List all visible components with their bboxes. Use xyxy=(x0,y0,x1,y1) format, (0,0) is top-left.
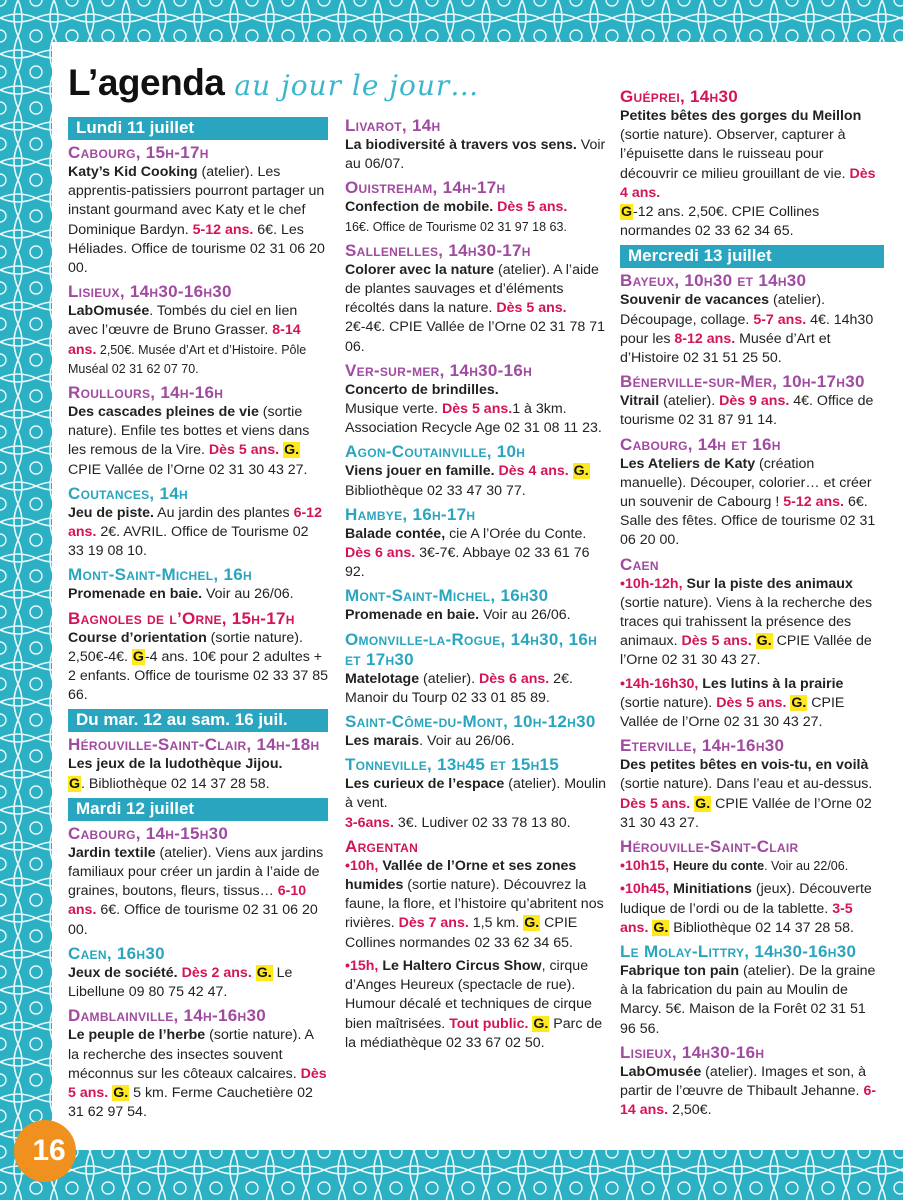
free-badge: G. xyxy=(653,919,669,936)
event-location: Hérouville-Saint-Clair, 14h-18h xyxy=(68,735,320,755)
event-text: 4€. 14h30 pour les xyxy=(620,311,874,347)
age-badge: 8-12 ans. xyxy=(674,330,736,347)
event-location: Roullours, 14h-16h xyxy=(68,383,224,403)
event-text: Voir au 06/07. xyxy=(345,137,606,173)
event-text: . Voir au 22/06. xyxy=(764,859,849,874)
event-text: 16€. Office de Tourisme 02 31 97 18 63. xyxy=(345,219,567,234)
event-text: 3€. Ludiver 02 33 78 13 80. xyxy=(393,814,571,831)
age-badge: 6-14 ans. xyxy=(620,1082,877,1119)
event-text: Musée d’Art et d’Histoire 02 31 51 25 50. xyxy=(620,330,831,367)
event-entry xyxy=(345,178,607,236)
event-activity: Les lutins à la prairie xyxy=(702,675,844,692)
event-text: . Tombés du ciel en lien avec l’œuvre de Bruno Grasser. xyxy=(68,303,298,339)
age-badge: Dès 5 ans. xyxy=(496,300,567,317)
event-location: Cabourg, 15h-17h xyxy=(68,143,209,162)
event-text: 6€. Office de tourisme 02 31 06 20 00. xyxy=(68,902,318,938)
age-badge: Dès 6 ans. xyxy=(345,545,416,562)
event-activity: Minitiations xyxy=(673,881,752,898)
age-badge: 8-14 ans. xyxy=(68,322,301,358)
event-activity: Souvenir de vacances xyxy=(620,292,770,309)
event-entry xyxy=(345,957,607,1053)
event-text: CPIE Vallée de l’Orne 02 31 30 43 27. xyxy=(68,461,308,478)
age-badge: Dès 5 ans. xyxy=(620,795,691,812)
event-text: (atelier). De la graine à la fabrication du pain au Moulin de Marcy. 5€. Maison de la Forêt 02 31 51 96 56. xyxy=(620,962,876,1037)
age-badge: 6-12 ans. xyxy=(68,504,322,541)
event-activity: Balade contée, xyxy=(345,525,446,542)
event-location: Agon-Coutainville, 10h xyxy=(345,442,526,462)
event-entry xyxy=(68,735,328,793)
event-location: Saint-Côme-du-Mont, 10h-12h30 xyxy=(345,712,596,732)
event-entry xyxy=(620,271,884,368)
event-location: Argentan xyxy=(345,836,419,856)
event-text: (atelier). Viens aux jardins familiaux pour créer un jardin à l’aide de graines, boutons, fleurs, tissus… xyxy=(68,844,324,900)
event-activity: Jeux de société. xyxy=(68,964,178,981)
event-text: 3€-7€. Abbaye 02 33 61 76 92. xyxy=(345,545,590,581)
event-activity: Katy’s Kid Cooking xyxy=(68,164,198,180)
age-badge: Dès 5 ans. xyxy=(497,199,568,216)
event-location: Ouistreham, 14h-17h xyxy=(345,178,506,198)
free-badge: G xyxy=(132,648,144,665)
event-entry xyxy=(345,361,607,439)
event-text: 1 à 3km. Association Recycle Age 02 31 08 11 23. xyxy=(345,401,602,437)
column-2 xyxy=(345,116,607,1057)
event-text: (atelier). Moulin à vent. xyxy=(345,776,607,812)
event-location: Coutances, 14h xyxy=(68,483,188,503)
event-text: (atelier). Les apprentis-patissiers pourront partager un instant gourmand avec Katy et le chef Dominique Bardyn. xyxy=(68,164,325,238)
free-badge: G xyxy=(621,204,633,221)
free-badge: G. xyxy=(573,463,589,480)
event-text: (atelier). A l’aide de plantes sauvages et d’éléments récoltés dans la nature. xyxy=(345,261,599,317)
event-activity: Course d’orientation xyxy=(68,629,207,646)
age-badge: 6-10 ans. xyxy=(68,883,307,919)
event-location: Mont-Saint-Michel, 16h xyxy=(68,565,252,585)
event-location: Lisieux, 14h30-16h30 xyxy=(68,282,232,302)
event-location: Cabourg, 14h-15h30 xyxy=(68,823,229,843)
event-entry xyxy=(620,880,884,938)
event-text: Parc de la médiathèque 02 33 67 02 50. xyxy=(345,1015,603,1051)
event-entry xyxy=(345,857,607,953)
age-badge: 5-12 ans. xyxy=(192,221,254,238)
event-location: Lisieux, 14h30-16h xyxy=(620,1042,765,1062)
free-badge: G. xyxy=(695,795,711,812)
event-text: (sortie nature). A la recherche des insectes souvent méconnus sur les côteaux calcaires. xyxy=(68,1027,314,1082)
event-location: Guéprei, 14h30 xyxy=(620,87,739,106)
event-text: Voir au 26/06. xyxy=(202,586,294,603)
event-text: (atelier). xyxy=(419,670,480,687)
date-band-mardi: Mardi 12 juillet xyxy=(68,798,328,821)
event-text: 4€. Office de tourisme 02 31 87 91 14. xyxy=(620,393,874,429)
event-text: 1,5 km. xyxy=(468,915,524,932)
event-location: Caen, 16h30 xyxy=(68,943,165,963)
event-activity: Matelotage xyxy=(345,670,420,687)
event-text: (sortie nature). Enfile tes bottes et viens dans les remous de la Vire. xyxy=(68,404,310,459)
age-badge: 5-12 ans. xyxy=(783,494,844,511)
event-location: Cabourg, 14h et 16h xyxy=(620,434,781,454)
event-entry xyxy=(620,837,884,857)
page-number: 16 xyxy=(32,1134,66,1167)
column-1 xyxy=(68,116,328,1126)
event-text: Musique verte. xyxy=(345,401,442,418)
event-activity: Promenade en baie. xyxy=(345,607,480,624)
age-badge: Dès 4 ans. xyxy=(620,165,876,201)
event-text: 2,50€. Musée d’Art et d’Histoire. Pôle Muséal 02 31 62 07 70. xyxy=(68,342,307,376)
event-text: CPIE Collines normandes 02 33 62 34 65. xyxy=(345,915,578,951)
free-badge: G. xyxy=(756,633,772,650)
event-entry xyxy=(620,857,884,876)
event-text: (sortie nature). Dans l’eau et au-dessus. xyxy=(620,776,873,793)
event-entry xyxy=(345,630,607,708)
event-text: Au jardin des plantes xyxy=(153,504,294,521)
event-text: 6€. Salle des fêtes. Office de tourisme 02 31 06 20 00. xyxy=(620,494,876,549)
event-activity: Petites bêtes des gorges du Meillon xyxy=(620,108,862,124)
event-activity: Les jeux de la ludothèque Jijou. xyxy=(68,756,283,773)
event-text: -4 ans. 10€ pour 2 adultes + 2 enfants. Office de tourisme 02 33 37 85 66. xyxy=(68,648,329,704)
event-text: Bibliothèque 02 33 47 30 77. xyxy=(345,482,526,499)
free-badge: G. xyxy=(113,1084,129,1101)
event-entry xyxy=(620,435,884,551)
event-text: (création manuelle). Découper, colorier… et créer un souvenir de Cabourg ! xyxy=(620,455,872,511)
event-activity: Vallée de l’Orne et ses zones humides xyxy=(345,857,577,894)
event-entry xyxy=(345,586,607,625)
date-band-range: Du mar. 12 au sam. 16 juil. xyxy=(68,709,328,732)
event-entry xyxy=(68,1006,328,1122)
event-text: (atelier). Images et son, à partir de l’œuvre de Thibault Jehanne. xyxy=(620,1063,867,1099)
date-band-lundi: Lundi 11 juillet xyxy=(68,117,328,140)
age-badge: Dès 5 ans. xyxy=(208,442,280,459)
age-badge: Dès 5 ans. xyxy=(716,694,787,711)
column-3 xyxy=(620,87,884,1124)
event-entry xyxy=(68,609,328,706)
event-text: 2,50€. xyxy=(668,1102,712,1119)
event-entry xyxy=(620,1043,884,1121)
event-entry xyxy=(345,116,607,174)
age-badge: Tout public. xyxy=(449,1015,529,1032)
title-script: au jour le jour… xyxy=(234,69,480,102)
event-activity: Le Haltero Circus Show xyxy=(382,957,542,974)
date-band-mercredi: Mercredi 13 juillet xyxy=(620,245,884,268)
event-text: (sortie nature). Observer, capturer à l’épuisette dans le ruisseau pour découvrir ce milieu grouillant de vie. xyxy=(620,127,850,182)
free-badge: G. xyxy=(524,915,540,932)
event-text: (sortie nature). Viens à la recherche des traces qui trahissent la présence des animaux. xyxy=(620,594,873,650)
event-location: Bagnoles de l’Orne, 15h-17h xyxy=(68,608,295,628)
event-activity: Colorer avec la nature xyxy=(345,261,495,278)
event-activity: Sur la piste des animaux xyxy=(686,575,853,592)
event-activity: Confection de mobile. xyxy=(345,199,494,216)
event-entry xyxy=(620,575,884,671)
event-location: Damblainville, 14h-16h30 xyxy=(68,1006,266,1026)
event-activity: Les curieux de l’espace xyxy=(345,776,505,793)
event-location: Sallenelles, 14h30-17h xyxy=(345,240,531,260)
event-entry xyxy=(68,282,328,379)
event-text: (atelier). Découpage, collage. xyxy=(620,292,826,328)
event-entry xyxy=(345,712,607,751)
event-activity: Des petites bêtes en vois-tu, en voilà xyxy=(620,757,869,774)
event-text: Le Libellune 09 80 75 42 47. xyxy=(68,964,293,1001)
event-text: 2€. Manoir du Tourp 02 33 01 85 89. xyxy=(345,670,573,706)
age-badge: Dès 9 ans. xyxy=(719,393,790,410)
event-entry xyxy=(68,484,328,562)
event-entry xyxy=(68,383,328,480)
event-text: Voir au 26/06. xyxy=(479,607,571,624)
event-entry xyxy=(68,944,328,1002)
event-time: •10h15, xyxy=(620,858,670,875)
event-entry xyxy=(620,372,884,430)
event-location: Mont-Saint-Michel, 16h30 xyxy=(345,586,549,606)
event-text: Bibliothèque 02 14 37 28 58. xyxy=(669,919,854,936)
event-entry xyxy=(345,505,607,583)
event-location: Hérouville-Saint-Clair xyxy=(620,837,799,857)
event-text: CPIE Vallée de l’Orne 02 31 30 43 27. xyxy=(620,694,845,731)
event-activity: La biodiversité à travers vos sens. xyxy=(345,137,577,153)
event-text: (sortie nature). 2,50€-4€. xyxy=(68,629,303,665)
event-text: CPIE Vallée de l’Orne 02 31 30 43 27. xyxy=(620,633,872,669)
event-activity: Le peuple de l’herbe xyxy=(68,1027,206,1044)
age-badge: Dès 2 ans. xyxy=(181,964,252,981)
age-badge: Dès 5 ans. xyxy=(681,633,752,650)
event-activity: Jardin textile xyxy=(68,844,156,861)
event-activity: Jeu de piste. xyxy=(68,504,154,521)
event-text: , cirque d’Anges Heureux (spectacle de rue). Humour décalé et techniques de cirque bien maîtrisées. xyxy=(345,957,592,1032)
free-badge: G xyxy=(69,775,81,792)
page-title xyxy=(68,62,479,104)
page-number-badge xyxy=(14,1120,76,1182)
age-badge: Dès 5 ans. xyxy=(68,1065,327,1101)
event-location: Eterville, 14h-16h30 xyxy=(620,736,785,756)
free-badge: G. xyxy=(533,1015,549,1032)
event-activity: Viens jouer en famille. xyxy=(345,463,495,480)
event-time: •10h-12h, xyxy=(620,575,683,592)
event-text: . Voir au 26/06. xyxy=(419,733,515,750)
age-badge: Dès 7 ans. xyxy=(398,915,469,932)
event-location: Bayeux, 10h30 et 14h30 xyxy=(620,271,807,291)
event-activity: Les marais xyxy=(345,733,420,750)
event-text: 2€. AVRIL. Office de Tourisme 02 33 19 08 10. xyxy=(68,524,309,560)
age-badge: 3-5 ans. xyxy=(620,900,853,936)
event-activity: LabOmusée xyxy=(620,1063,702,1080)
event-location: Bénerville-sur-Mer, 10h-17h30 xyxy=(620,372,865,392)
free-badge: G. xyxy=(791,694,807,711)
event-location: Ver-sur-mer, 14h30-16h xyxy=(345,360,533,380)
event-entry xyxy=(345,837,607,857)
event-entry xyxy=(68,824,328,940)
event-text: CPIE Vallée de l’Orne 02 31 30 43 27. xyxy=(620,795,872,831)
event-activity: Concerto de brindilles. xyxy=(345,381,499,398)
event-location: Hambye, 16h-17h xyxy=(345,504,476,524)
event-activity: Fabrique ton pain xyxy=(620,962,740,979)
age-badge: Dès 4 ans. xyxy=(498,463,569,480)
title-main: L’agenda xyxy=(68,62,225,103)
event-text: (jeux). Découverte ludique de l’ordi ou de la tablette. xyxy=(620,881,872,917)
event-text: (sortie nature). xyxy=(620,694,717,711)
event-entry xyxy=(620,555,884,575)
event-location: Le Molay-Littry, 14h30-16h30 xyxy=(620,941,857,961)
event-entry xyxy=(620,736,884,833)
event-text: cie A l’Orée du Conte. xyxy=(445,525,587,542)
event-time: •10h45, xyxy=(620,881,670,898)
event-text: 6€. Les Héliades. Office de tourisme 02 31 06 20 00. xyxy=(68,221,325,277)
event-entry xyxy=(620,87,884,241)
event-text: . Bibliothèque 02 14 37 28 58. xyxy=(81,775,270,792)
event-location: Caen xyxy=(620,554,659,574)
event-time: •14h-16h30, xyxy=(620,675,699,692)
event-entry xyxy=(68,565,328,604)
free-badge: G. xyxy=(284,442,300,459)
event-activity: Les Ateliers de Katy xyxy=(620,455,756,472)
event-location: Livarot, 14h xyxy=(345,116,441,135)
event-time: •10h, xyxy=(345,857,379,874)
event-text: 5 km. Ferme Cauchetière 02 31 62 97 54. xyxy=(68,1084,313,1121)
event-activity: Vitrail xyxy=(620,393,660,410)
event-location: Tonneville, 13h45 et 15h15 xyxy=(345,755,560,775)
age-badge: 5-7 ans. xyxy=(753,311,807,328)
event-text: 2€-4€. CPIE Vallée de l’Orne 02 31 78 71 06. xyxy=(345,319,606,355)
free-badge: G. xyxy=(256,964,272,981)
event-text: (atelier). xyxy=(659,393,720,410)
event-activity: Des cascades pleines de vie xyxy=(68,404,259,421)
event-location: Omonville-la-Rogue, 14h30, 16h et 17h30 xyxy=(345,629,598,669)
event-activity: LabOmusée xyxy=(68,303,150,320)
agenda-page xyxy=(52,42,903,1150)
age-badge: Dès 5 ans. xyxy=(442,401,513,418)
event-entry xyxy=(345,241,607,357)
age-badge: Dès 6 ans. xyxy=(479,670,550,687)
event-activity: Heure du conte xyxy=(673,859,765,874)
event-entry xyxy=(620,675,884,733)
event-text: (sortie nature). Découvrez la faune, la flore, et l’histoire qu’abritent nos rivières. xyxy=(345,877,604,932)
event-text: -12 ans. 2,50€. CPIE Collines normandes 02 33 62 34 65. xyxy=(620,204,820,240)
event-activity: Promenade en baie. xyxy=(68,586,203,603)
event-time: •15h, xyxy=(345,957,379,974)
event-entry xyxy=(68,143,328,278)
age-badge: 3-6ans. xyxy=(345,814,394,831)
event-entry xyxy=(345,755,607,833)
event-entry xyxy=(620,942,884,1039)
event-entry xyxy=(345,442,607,500)
